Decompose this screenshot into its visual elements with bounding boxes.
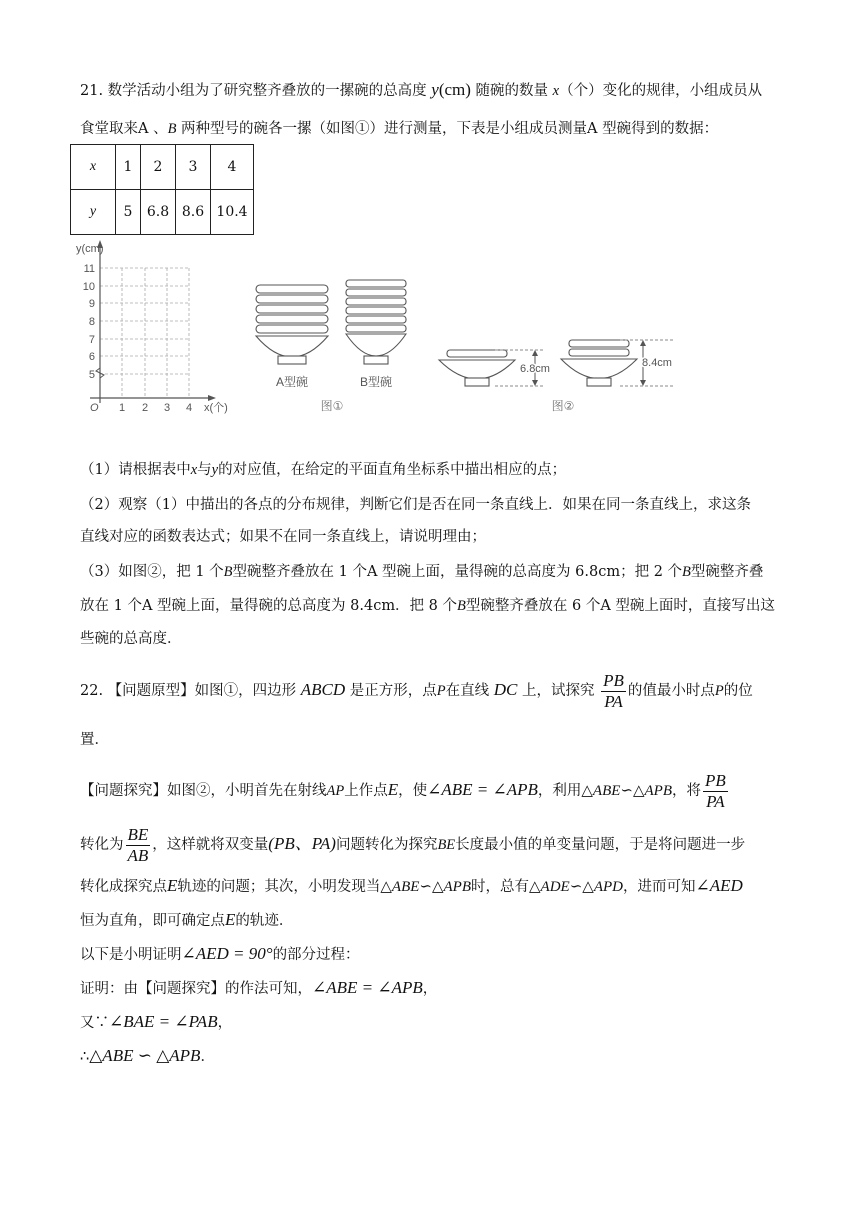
figure2	[435, 330, 695, 420]
text: 型碗整齐叠	[690, 564, 764, 580]
text: （3）如图②，把 1 个	[80, 564, 224, 580]
q21-part2-line1: （2）观察（1）中描出的各点的分布规律，判断它们是否在同一条直线上．如果在同一条直线上，求这条	[80, 497, 751, 513]
figure1-caption: 图①	[320, 399, 344, 413]
var-y: y	[211, 462, 219, 478]
figure2-caption: 图②	[551, 399, 575, 413]
text: 的部分过程：	[272, 947, 360, 963]
stack-left	[439, 350, 515, 386]
var-b: B	[223, 564, 233, 580]
q22-proof-line3	[80, 1046, 215, 1067]
q21-part3-line1	[80, 562, 763, 582]
text: 食堂取来A 、	[80, 121, 168, 137]
x-tick-label: 2	[141, 402, 149, 414]
text: ．	[200, 1049, 215, 1065]
data-table	[70, 144, 254, 235]
bowl-stack-a	[256, 285, 328, 364]
text: 又∵	[80, 1015, 109, 1031]
y-tick-label: 10	[82, 281, 95, 293]
q21-part2-line2: 直线对应的函数表达式；如果不在同一条直线上，请说明理由；	[80, 529, 486, 545]
text: 时，总有	[471, 879, 530, 895]
q22-explore-line4	[80, 910, 293, 931]
table-cell: 1	[116, 145, 141, 190]
q22-proof-intro	[80, 944, 360, 965]
table-cell: 5	[116, 190, 141, 235]
fraction-pb-pa	[601, 671, 626, 712]
text: ，进而可知	[622, 879, 696, 895]
text: 轨迹的问题；其次，小明发现当	[177, 879, 381, 895]
x-axis-label: x(个)	[204, 402, 228, 414]
math-similar: △ADE∽△APD	[529, 879, 623, 895]
text: 两种型号的碗各一摞（如图①）进行测量，下表是小组成员测量A 型碗得到的数据：	[176, 121, 719, 137]
fraction-numerator: BE	[127, 824, 149, 844]
q21-line2	[80, 119, 718, 139]
q22-explore-line2	[80, 822, 745, 867]
bowl-stack-b	[346, 280, 406, 364]
text: 是正方形，点	[345, 683, 437, 699]
figure1	[70, 238, 420, 418]
q22-line1	[80, 668, 753, 713]
text: （个）变化的规律，小组成员从	[559, 83, 763, 99]
text: 的值最小时点	[627, 683, 715, 699]
text: 的轨迹．	[235, 913, 294, 929]
q22-proof-line2	[80, 1012, 232, 1033]
text: 的对应值，在给定的平面直角坐标系中描出相应的点；	[218, 462, 567, 478]
table-cell: 2	[141, 145, 176, 190]
table-row	[71, 190, 254, 235]
origin-label: O	[90, 402, 99, 414]
math-angle-eq: ∠ABE = ∠APB	[427, 780, 538, 799]
math-angle-eq: ∠ABE = ∠APB	[312, 978, 423, 997]
q21-part3-line3: 些碗的总高度．	[80, 631, 182, 647]
var-dc: DC	[493, 680, 518, 699]
var-abcd: ABCD	[300, 680, 346, 699]
var-b: B	[682, 564, 691, 580]
table-header-y: y	[71, 190, 116, 235]
text: ，使	[398, 783, 428, 799]
text: （1）请根据表中	[80, 462, 191, 478]
text: 【问题探究】如图②，小明首先在射线	[80, 783, 327, 799]
unit-cm: (cm)	[438, 80, 471, 99]
table-cell: 8.6	[176, 190, 211, 235]
table-cell: 3	[176, 145, 211, 190]
text: 以下是小明证明	[80, 947, 182, 963]
var-p: P	[436, 683, 446, 699]
var-be: BE	[437, 837, 456, 853]
text: 与	[197, 462, 212, 478]
text: 长度最小值的单变量问题，于是将问题进一步	[455, 837, 746, 853]
fraction-numerator: PB	[705, 770, 726, 790]
fraction-pb-pa	[703, 771, 728, 812]
bowl-a-label: A型碗	[275, 375, 309, 389]
text: 上作点	[344, 783, 388, 799]
bowl-b-label: B型碗	[359, 375, 393, 389]
math-similar: △ABE ∽ △APB	[89, 1046, 201, 1065]
text: 转化成探究点	[80, 879, 167, 895]
y-axis-label: y(cm)	[76, 243, 104, 255]
table-row	[71, 145, 254, 190]
math-pair: (PB、PA)	[268, 834, 336, 853]
math-angle-90: ∠AED = 90°	[181, 944, 273, 963]
x-tick-label: 1	[118, 402, 126, 414]
text: 问题转化为探究	[335, 837, 438, 853]
var-b: B	[167, 121, 177, 137]
text: 22. 【问题原型】如图①，四边形	[80, 683, 301, 699]
table-cell: 6.8	[141, 190, 176, 235]
fraction-denominator: PA	[706, 791, 725, 811]
y-tick-label: 9	[88, 298, 95, 310]
q21-line1	[80, 80, 762, 101]
label-6-8cm: 6.8cm	[520, 363, 550, 375]
y-tick-label: 6	[88, 351, 95, 363]
y-tick-label: 8	[88, 316, 95, 328]
q22-proof-line1	[80, 978, 437, 999]
var-x: x	[552, 83, 560, 99]
stack-right	[561, 340, 637, 386]
text: 放在 1 个A 型碗上面，量得碗的总高度为 8.4cm．把 8 个	[80, 598, 458, 614]
text: 的位	[723, 683, 753, 699]
text: 证明：由【问题探究】的作法可知，	[80, 981, 312, 997]
fraction-denominator: AB	[127, 845, 149, 865]
fraction-be-ab	[126, 825, 151, 866]
text: 上，试探究	[517, 683, 600, 699]
x-ticks	[119, 402, 192, 414]
q21-part3-line2	[80, 596, 775, 616]
text: ，将	[672, 783, 701, 799]
y-tick-label: 11	[83, 263, 95, 275]
var-e: E	[387, 780, 399, 799]
var-e: E	[225, 910, 236, 929]
table-cell: 10.4	[211, 190, 254, 235]
text: 在直线	[445, 683, 494, 699]
text: 转化为	[80, 837, 124, 853]
y-tick-label: 5	[88, 369, 95, 381]
text: ，	[217, 1015, 233, 1031]
q21-part1	[80, 460, 566, 480]
math-similar: △ABE∽△APB	[380, 879, 472, 895]
var-p: P	[714, 683, 724, 699]
text: 恒为直角，即可确定点	[80, 913, 225, 929]
x-axis-arrow	[208, 395, 216, 401]
var-x: x	[190, 462, 198, 478]
text: ∴	[80, 1049, 90, 1065]
y-tick-label: 7	[88, 334, 95, 346]
grid	[100, 268, 190, 398]
table-header-x: x	[71, 145, 116, 190]
table-cell: 4	[211, 145, 254, 190]
x-tick-label: 4	[185, 402, 193, 414]
text: 型碗整齐叠放在 6 个A 型碗上面时，直接写出这	[465, 598, 775, 614]
q22-line1-cont: 置．	[80, 732, 109, 748]
y-ticks	[83, 263, 95, 381]
label-8-4cm: 8.4cm	[642, 357, 672, 369]
text: ，	[422, 981, 438, 997]
q22-explore-line3	[80, 876, 743, 897]
math-angle: ∠AED	[695, 876, 743, 895]
text: 型碗整齐叠放在 1 个A 型碗上面，量得碗的总高度为 6.8cm；把 2 个	[232, 564, 683, 580]
text: 随碗的数量	[470, 83, 553, 99]
text: ，利用	[537, 783, 582, 799]
text: 21. 数学活动小组为了研究整齐叠放的一摞碗的总高度	[80, 83, 432, 99]
math-similar: △ABE∽△APB	[581, 783, 672, 799]
var-e: E	[167, 876, 178, 895]
var-y: y	[431, 80, 439, 99]
fraction-numerator: PB	[603, 670, 624, 690]
math-angle-eq: ∠BAE = ∠PAB	[109, 1012, 218, 1031]
var-b: B	[457, 598, 466, 614]
q22-explore-line1	[80, 768, 730, 813]
text: ，这样就将双变量	[152, 837, 269, 853]
fraction-denominator: PA	[604, 691, 623, 711]
x-tick-label: 3	[163, 402, 171, 414]
var-ap: AP	[326, 783, 345, 799]
